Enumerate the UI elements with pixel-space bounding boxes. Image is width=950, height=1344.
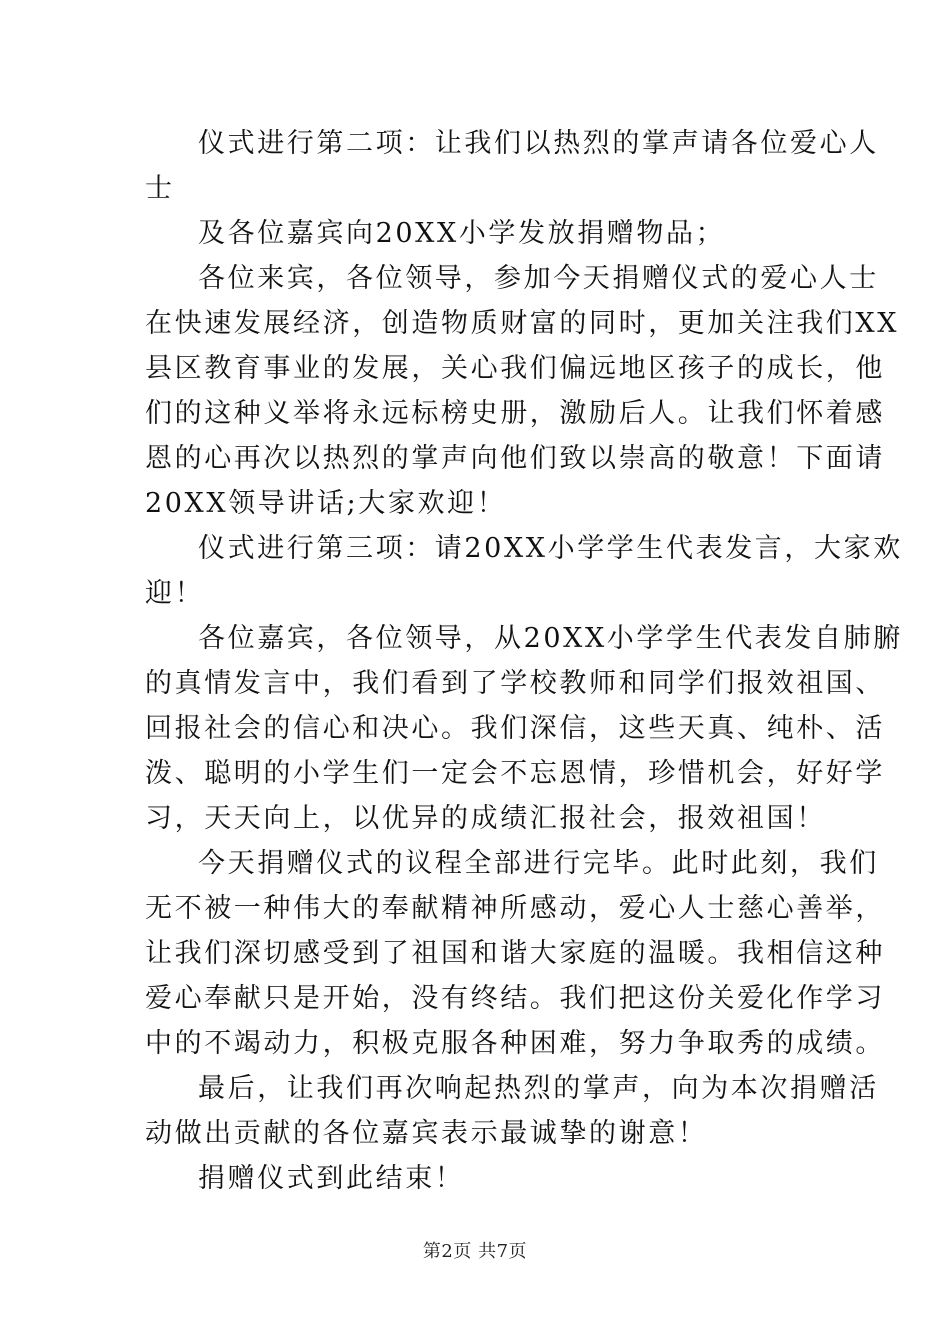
text-line: 各位来宾，各位领导，参加今天捐赠仪式的爱心人士 bbox=[198, 263, 879, 294]
text-line: 动做出贡献的各位嘉宾表示最诚挚的谢意！ bbox=[145, 1118, 708, 1149]
text-line: 泼、聪明的小学生们一定会不忘恩情，珍惜机会，好好学 bbox=[145, 758, 885, 789]
text-line: 仪式进行第三项：请20XX小学学生代表发言，大家欢 bbox=[198, 533, 903, 564]
text-line: 的真情发言中，我们看到了学校教师和同学们报效祖国、 bbox=[145, 668, 885, 699]
page-number-footer: 第2页 共7页 bbox=[422, 1241, 528, 1262]
text-line: 20XX领导讲话;大家欢迎！ bbox=[145, 488, 507, 519]
text-line: 今天捐赠仪式的议程全部进行完毕。此时此刻，我们 bbox=[198, 848, 879, 879]
text-line: 迎！ bbox=[145, 578, 205, 609]
text-line: 让我们深切感受到了祖国和谐大家庭的温暖。我相信这种 bbox=[145, 938, 885, 969]
text-line: 爱心奉献只是开始，没有终结。我们把这份关爱化作学习 bbox=[145, 983, 885, 1014]
text-line: 回报社会的信心和决心。我们深信，这些天真、纯朴、活 bbox=[145, 713, 885, 744]
text-line: 在快速发展经济，创造物质财富的同时，更加关注我们XX bbox=[145, 308, 900, 339]
text-line: 们的这种义举将永远标榜史册，激励后人。让我们怀着感 bbox=[145, 398, 885, 429]
text-line: 无不被一种伟大的奉献精神所感动，爱心人士慈心善举， bbox=[145, 893, 885, 924]
text-line: 各位嘉宾，各位领导，从20XX小学学生代表发自肺腑 bbox=[198, 623, 903, 654]
text-line: 中的不竭动力，积极克服各种困难，努力争取秀的成绩。 bbox=[145, 1028, 885, 1059]
text-line: 及各位嘉宾向20XX小学发放捐赠物品； bbox=[198, 218, 726, 249]
text-line: 习，天天向上，以优异的成绩汇报社会，报效祖国！ bbox=[145, 803, 826, 834]
text-line: 最后，让我们再次响起热烈的掌声，向为本次捐赠活 bbox=[198, 1073, 879, 1104]
text-line: 县区教育事业的发展，关心我们偏远地区孩子的成长，他 bbox=[145, 353, 885, 384]
text-line: 仪式进行第二项：让我们以热烈的掌声请各位爱心人 bbox=[198, 128, 879, 159]
text-line: 士 bbox=[145, 173, 175, 204]
text-line: 恩的心再次以热烈的掌声向他们致以崇高的敬意！下面请 bbox=[145, 443, 885, 474]
text-line: 捐赠仪式到此结束！ bbox=[198, 1163, 465, 1194]
